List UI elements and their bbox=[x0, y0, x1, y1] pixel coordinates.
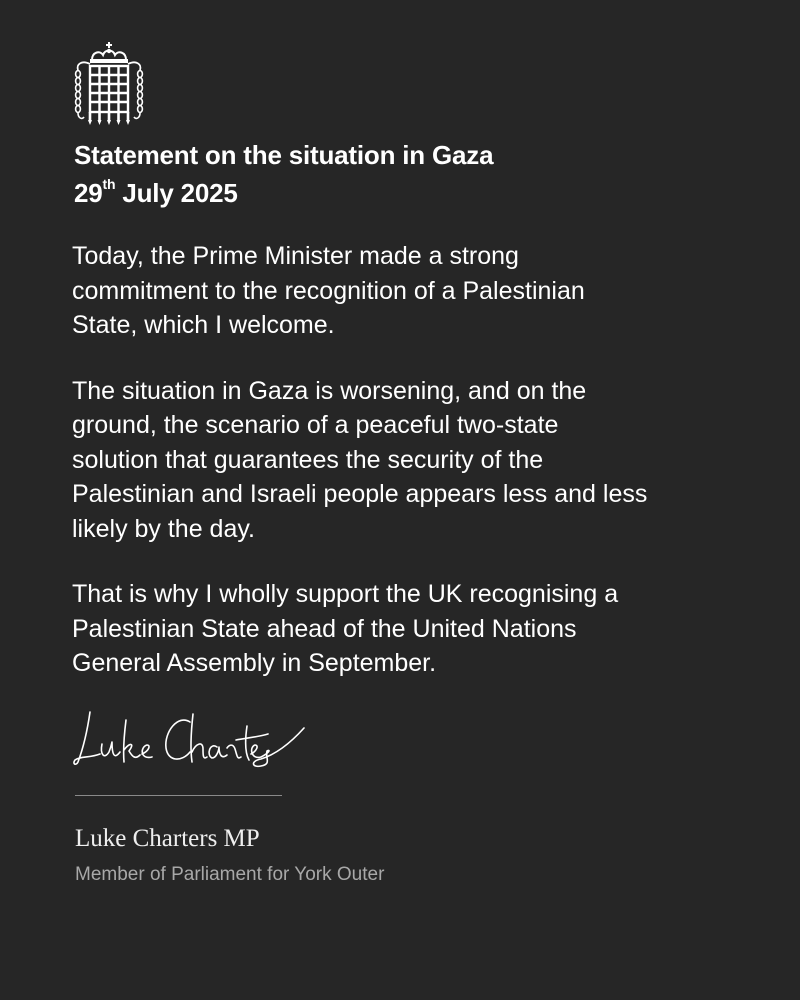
statement-date bbox=[74, 174, 754, 212]
paragraph-line: ground, the scenario of a peaceful two-state bbox=[72, 411, 559, 439]
paragraph-line: commitment to the recognition of a Palestinian bbox=[72, 276, 585, 305]
paragraph-line: Palestinian State ahead of the United Nations bbox=[72, 614, 577, 643]
statement-body bbox=[72, 239, 772, 712]
paragraph-line: Today, the Prime Minister made a strong bbox=[72, 242, 519, 270]
paragraph-line: General Assembly in September. bbox=[72, 649, 437, 677]
date-day: 29 bbox=[74, 178, 103, 208]
paragraph-line: That is why I wholly support the UK recognising a bbox=[72, 580, 619, 608]
statement-title: Statement on the situation in Gaza bbox=[74, 140, 494, 170]
author-role: Member of Parliament for York Outer bbox=[75, 864, 385, 885]
paragraph-line: Palestinian and Israeli people appears less and less bbox=[72, 480, 648, 508]
signature-image bbox=[66, 702, 310, 778]
date-month-year: July 2025 bbox=[122, 178, 238, 208]
handwritten-signature bbox=[66, 702, 310, 778]
paragraph-line: The situation in Gaza is worsening, and on the bbox=[72, 376, 587, 405]
date-suffix: th bbox=[102, 176, 116, 193]
paragraph bbox=[72, 374, 772, 547]
statement-heading bbox=[74, 136, 754, 212]
paragraph bbox=[72, 239, 772, 343]
portcullis-logo bbox=[72, 40, 146, 128]
portcullis-icon bbox=[72, 40, 146, 128]
paragraph-line: likely by the day. bbox=[72, 514, 255, 543]
paragraph-line: solution that guarantees the security of the bbox=[72, 445, 544, 474]
signature-divider bbox=[75, 795, 282, 796]
paragraph-line: State, which I welcome. bbox=[72, 311, 335, 339]
author-name: Luke Charters MP bbox=[75, 825, 260, 852]
paragraph bbox=[72, 577, 772, 681]
